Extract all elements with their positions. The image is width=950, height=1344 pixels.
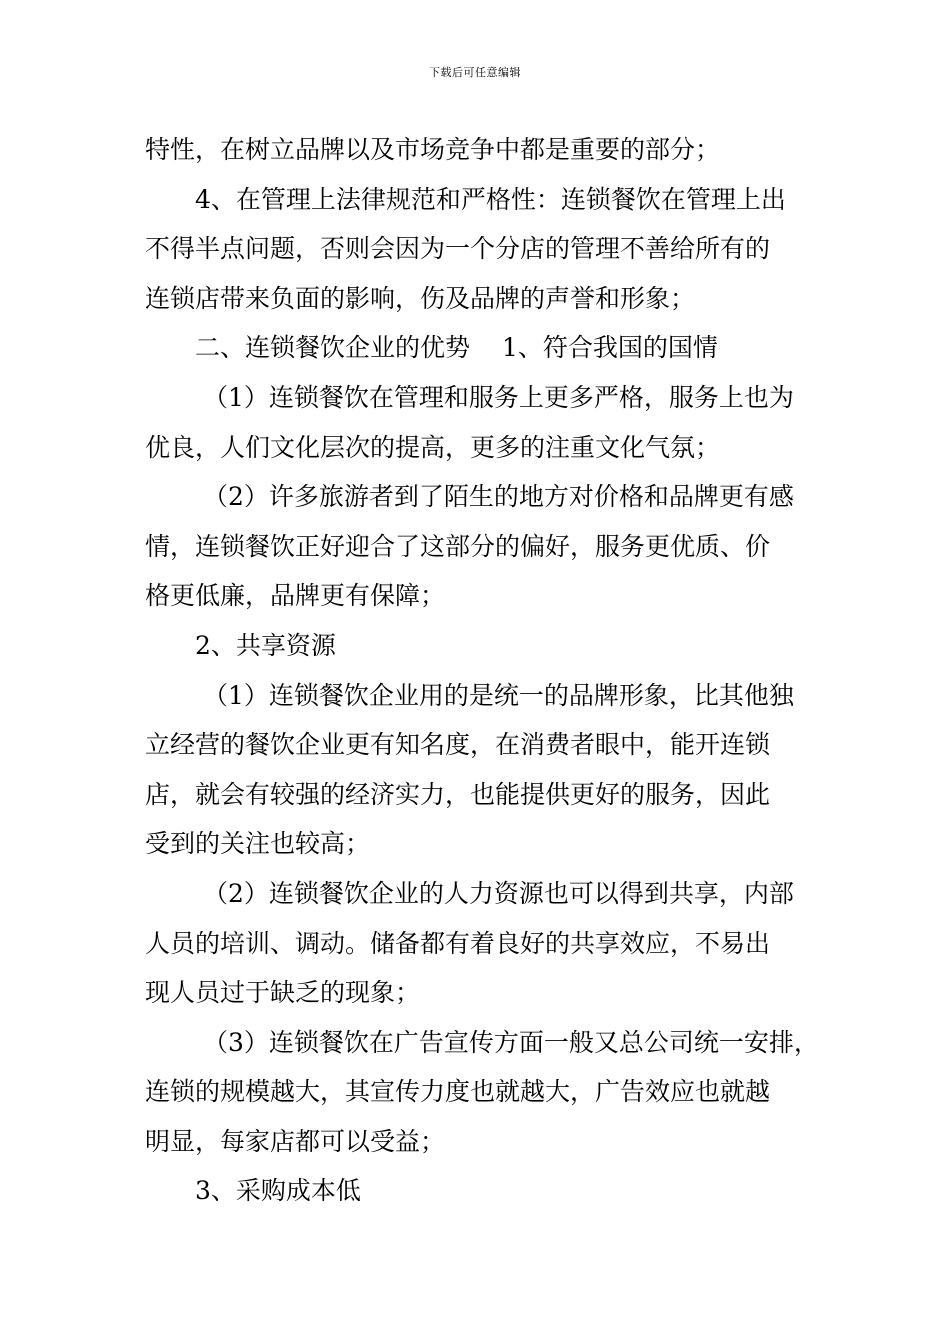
text-line-2: 4、在管理上法律规范和严格性：连锁餐饮在管理上出 bbox=[195, 184, 786, 214]
text-line-16: （2）连锁餐饮企业的人力资源也可以得到共享，内部 bbox=[203, 878, 794, 908]
section-heading-line bbox=[145, 323, 835, 373]
text-line-12: （1）连锁餐饮企业用的是统一的品牌形象，比其他独 bbox=[203, 680, 794, 710]
subsection-heading-3: 3、采购成本低 bbox=[195, 1176, 361, 1206]
text-line-15: 受到的关注也较高； bbox=[145, 829, 371, 859]
text-line-4: 连锁店带来负面的影响，伤及品牌的声誉和形象； bbox=[145, 283, 696, 313]
subsection-heading: 1、符合我国的国情 bbox=[502, 333, 718, 363]
text-line-18: 现人员过于缺乏的现象； bbox=[145, 978, 421, 1008]
subsection-heading-2: 2、共享资源 bbox=[195, 630, 336, 660]
text-line-13: 立经营的餐饮企业更有知名度，在消费者眼中，能开连锁 bbox=[145, 730, 771, 760]
text-line-14: 店，就会有较强的经济实力，也能提供更好的服务，因此 bbox=[145, 779, 771, 809]
text-line-7: 优良，人们文化层次的提高，更多的注重文化气氛； bbox=[145, 432, 721, 462]
page-header: 下载后可任意编辑 bbox=[429, 66, 521, 79]
text-line-17: 人员的培训、调动。储备都有着良好的共享效应，不易出 bbox=[145, 928, 771, 958]
text-line-21: 明显，每家店都可以受益； bbox=[145, 1126, 446, 1156]
text-line-9: 情，连锁餐饮正好迎合了这部分的偏好，服务更优质、价 bbox=[145, 531, 771, 561]
text-line-6: （1）连锁餐饮在管理和服务上更多严格，服务上也为 bbox=[203, 382, 794, 412]
section-heading: 二、连锁餐饮企业的优势 bbox=[195, 333, 471, 363]
text-line-3: 不得半点问题，否则会因为一个分店的管理不善给所有的 bbox=[145, 234, 771, 264]
text-line-10: 格更低廉，品牌更有保障； bbox=[145, 581, 446, 611]
text-line-20: 连锁的规模越大，其宣传力度也就越大，广告效应也就越 bbox=[145, 1077, 771, 1107]
text-line-19: （3）连锁餐饮在广告宣传方面一般又总公司统一安排， bbox=[203, 1027, 819, 1057]
document-body bbox=[145, 125, 835, 1216]
text-line-8: （2）许多旅游者到了陌生的地方对价格和品牌更有感 bbox=[203, 482, 794, 512]
text-line-1: 特性，在树立品牌以及市场竞争中都是重要的部分； bbox=[145, 135, 721, 164]
